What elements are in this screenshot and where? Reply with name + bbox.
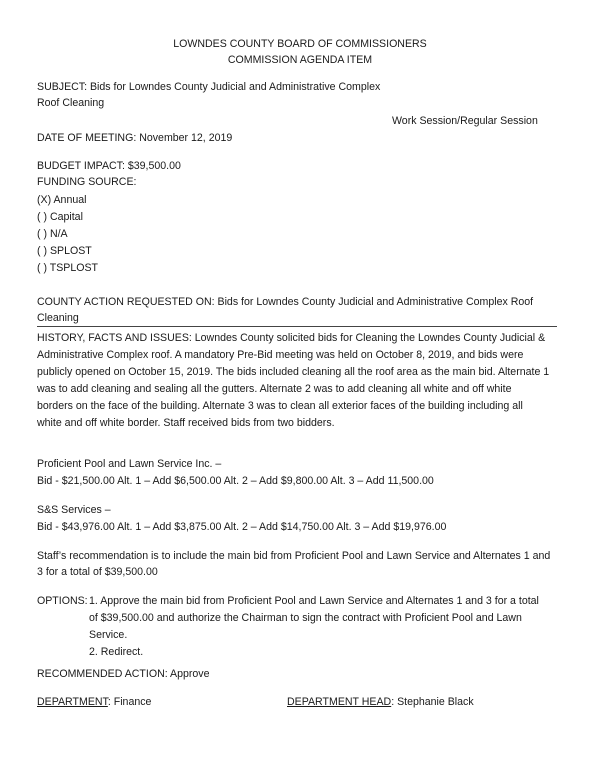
option-1-line2: of $39,500.00 and authorize the Chairman to sign the contract with Proficient Pool and Lawn	[89, 612, 522, 624]
funding-source-label: FUNDING SOURCE:	[37, 176, 137, 188]
date-of-meeting: DATE OF MEETING: November 12, 2019	[37, 132, 233, 144]
department-value: : Finance	[107, 696, 152, 708]
recommendation-line1: Staff’s recommendation is to include the main bid from Proficient Pool and Lawn Service and Alternates 1 and	[37, 550, 551, 562]
department-head-value: : Stephanie Black	[391, 696, 474, 708]
history-line: publicly opened on October 15, 2019. The bids included cleaning all the roof area as the main bid. Alternate 1	[37, 366, 550, 378]
option-1-line3: Service.	[89, 629, 128, 641]
bidder-bid: Bid - $21,500.00 Alt. 1 – Add $6,500.00 Alt. 2 – Add $9,800.00 Alt. 3 – Add 11,500.00	[37, 475, 434, 487]
subject-line1: SUBJECT: Bids for Lowndes County Judicial and Administrative Complex	[37, 81, 381, 93]
header-subtitle: COMMISSION AGENDA ITEM	[227, 54, 373, 66]
recommended-action: RECOMMENDED ACTION: Approve	[37, 668, 210, 680]
bidder-name: Proficient Pool and Lawn Service Inc. –	[37, 458, 222, 470]
funding-option-annual: (X) Annual	[37, 194, 87, 206]
budget-impact: BUDGET IMPACT: $39,500.00	[37, 160, 181, 172]
department-head-label: DEPARTMENT HEAD	[287, 696, 392, 708]
options-label: OPTIONS:	[37, 595, 88, 607]
history-line: white and off white border. Staff received bids from two bidders.	[37, 417, 335, 429]
county-action-line2: Cleaning	[37, 312, 79, 324]
funding-option-splost: ( ) SPLOST	[37, 245, 92, 257]
funding-option-capital: ( ) Capital	[37, 211, 83, 223]
funding-option-na: ( ) N/A	[37, 228, 68, 240]
history-line: Administrative Complex roof. A mandatory Pre-Bid meeting was held on October 8, 2019, and bids were	[37, 349, 524, 361]
recommendation-line2: 3 for a total of $39,500.00	[37, 566, 158, 578]
bidder-bid: Bid - $43,976.00 Alt. 1 – Add $3,875.00 Alt. 2 – Add $14,750.00 Alt. 3 – Add $19,976.00	[37, 521, 447, 533]
session-type: Work Session/Regular Session	[392, 115, 538, 127]
history-line: HISTORY, FACTS AND ISSUES: Lowndes County solicited bids for Cleaning the Lowndes County Judicial &	[37, 332, 546, 344]
bidder-name: S&S Services –	[37, 504, 111, 516]
subject-line2: Roof Cleaning	[37, 97, 105, 109]
option-2: 2. Redirect.	[89, 646, 144, 658]
county-action-line1: COUNTY ACTION REQUESTED ON: Bids for Lowndes County Judicial and Administrative Complex Roof	[37, 296, 534, 308]
funding-option-tsplost: ( ) TSPLOST	[37, 262, 99, 274]
history-line: borders on the face of the building. Alternate 3 was to clean all exterior faces of the building including all	[37, 400, 523, 412]
option-1-line1: 1. Approve the main bid from Proficient Pool and Lawn Service and Alternates 1 and 3 for a total	[89, 595, 539, 607]
department-head	[287, 694, 474, 711]
section-divider	[37, 326, 557, 327]
header-title: LOWNDES COUNTY BOARD OF COMMISSIONERS	[173, 38, 427, 50]
department-label: DEPARTMENT	[37, 696, 108, 708]
history-line: was to add cleaning and sealing all the gutters. Alternate 2 was to add cleaning all white and off white	[37, 383, 512, 395]
department	[37, 694, 151, 711]
